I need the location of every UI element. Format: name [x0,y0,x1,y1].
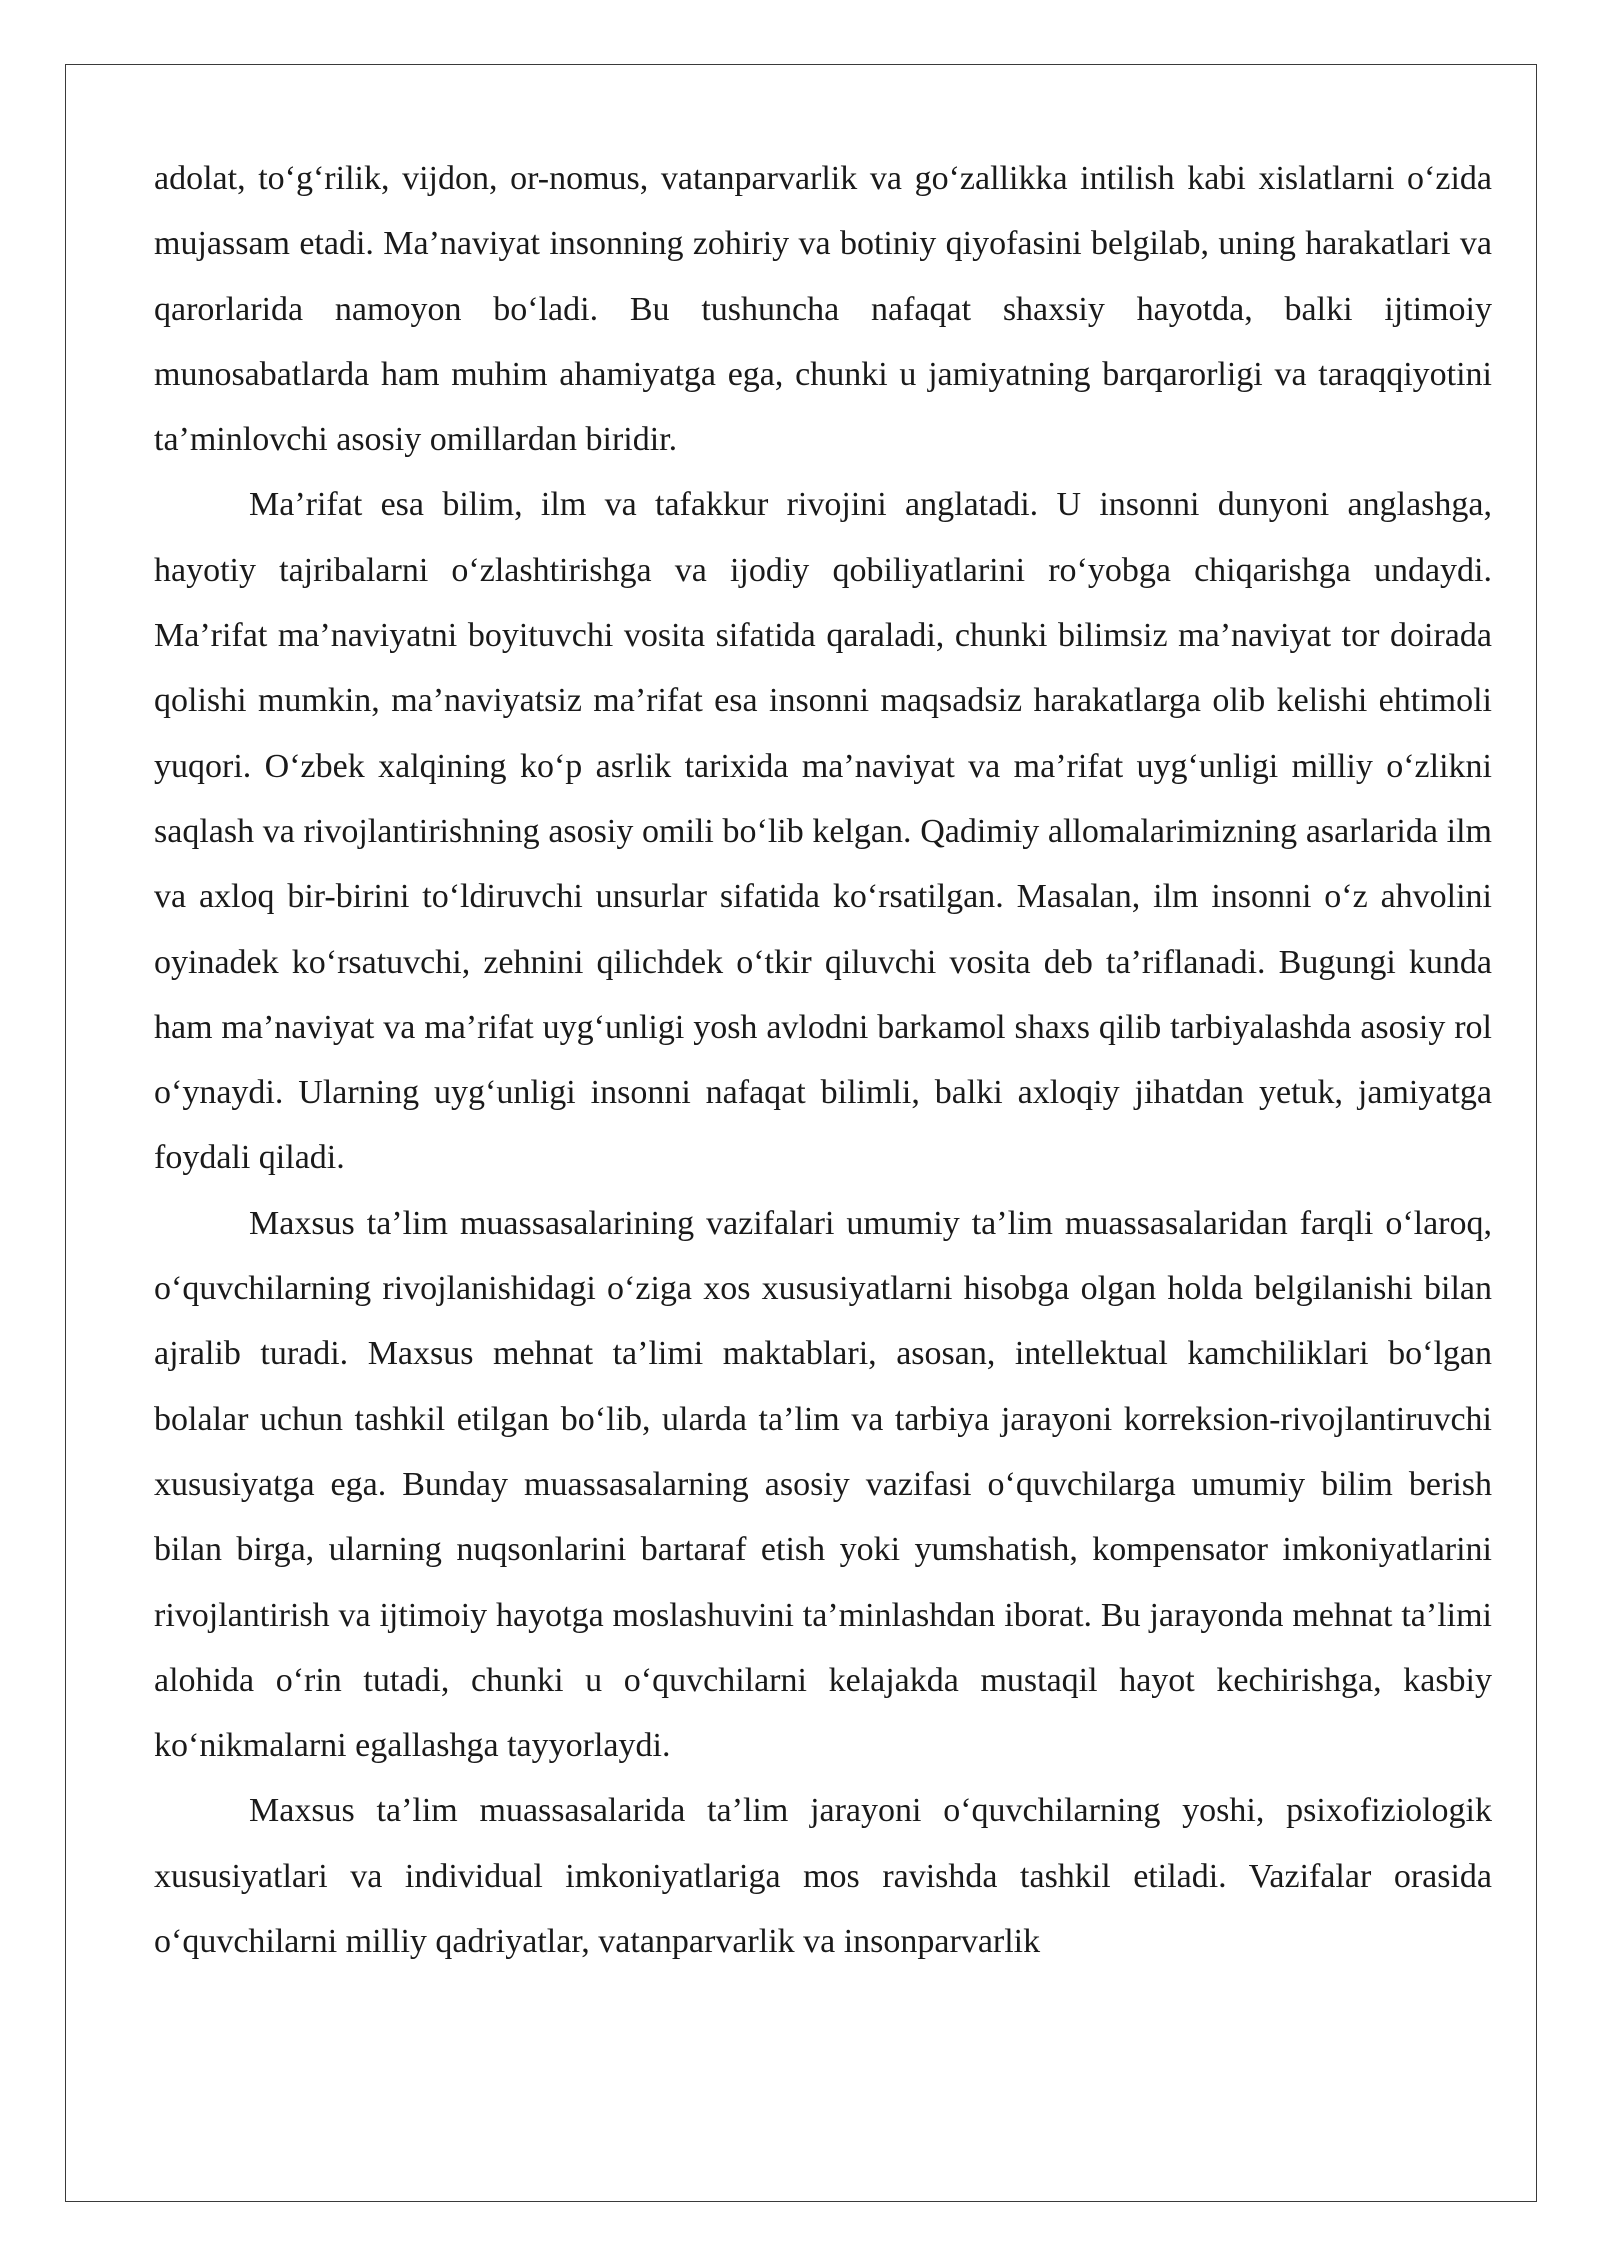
paragraph-1: adolat, to‘g‘rilik, vijdon, or-nomus, vatanparvarlik va go‘zallikka intilish kabi xislatlarni o‘zida mujassam etadi. Ma’naviyat insonning zohiriy va botiniy qiyofasini belgilab, uning harakatlari va qarorlarida namoyon bo‘ladi. Bu tushuncha nafaqat shaxsiy hayotda, balki ijtimoiy munosabatlarda ham muhim ahamiyatga ega, chunki u jamiyatning barqarorligi va taraqqiyotini ta’minlovchi asosiy omillardan biridir. [154,160,1492,459]
document-body [154,146,1492,1974]
paragraph-2: Ma’rifat esa bilim, ilm va tafakkur rivojini anglatadi. U insonni dunyoni anglashga, hayotiy tajribalarni o‘zlashtirishga va ijodiy qobiliyatlarini ro‘yobga chiqarishga undaydi. Ma’rifat ma’naviyatni boyituvchi vosita sifatida qaraladi, chunki bilimsiz ma’naviyat tor doirada qolishi mumkin, ma’naviyatsiz ma’rifat esa insonni maqsadsiz harakatlarga olib kelishi ehtimoli yuqori. O‘zbek xalqining ko‘p asrlik tarixida ma’naviyat va ma’rifat uyg‘unligi milliy o‘zlikni saqlash va rivojlantirishning asosiy omili bo‘lib kelgan. Qadimiy allomalarimizning asarlarida ilm va axloq bir-birini to‘ldiruvchi unsurlar sifatida ko‘rsatilgan. Masalan, ilm insonni o‘z ahvolini oyinadek ko‘rsatuvchi, zehnini qilichdek o‘tkir qiluvchi vosita deb ta’riflanadi. Bugungi kunda ham ma’naviyat va ma’rifat uyg‘unligi yosh avlodni barkamol shaxs qilib tarbiyalashda asosiy rol o‘ynaydi. Ularning uyg‘unligi insonni nafaqat bilimli, balki axloqiy jihatdan yetuk, jamiyatga foydali qiladi. [154,486,1492,1177]
paragraph-3: Maxsus ta’lim muassasalarining vazifalari umumiy ta’lim muassasalaridan farqli o‘laroq, o‘quvchilarning rivojlanishidagi o‘ziga xos xususiyatlarni hisobga olgan holda belgilanishi bilan ajralib turadi. Maxsus mehnat ta’limi maktablari, asosan, intellektual kamchiliklari bo‘lgan bolalar uchun tashkil etilgan bo‘lib, ularda ta’lim va tarbiya jarayoni korreksion-rivojlantiruvchi xususiyatga ega. Bunday muassasalarning asosiy vazifasi o‘quvchilarga umumiy bilim berish bilan birga, ularning nuqsonlarini bartaraf etish yoki yumshatish, kompensator imkoniyatlarini rivojlantirish va ijtimoiy hayotga moslashuvini ta’minlashdan iborat. Bu jarayonda mehnat ta’limi alohida o‘rin tutadi, chunki u o‘quvchilarni kelajakda mustaqil hayot kechirishga, kasbiy ko‘nikmalarni egallashga tayyorlaydi. [154,1204,1492,1765]
paragraph-4: Maxsus ta’lim muassasalarida ta’lim jarayoni o‘quvchilarning yoshi, psixofiziologik xususiyatlari va individual imkoniyatlariga mos ravishda tashkil etiladi. Vazifalar orasida o‘quvchilarni milliy qadriyatlar, vatanparvarlik va insonparvarlik [154,1792,1492,1961]
